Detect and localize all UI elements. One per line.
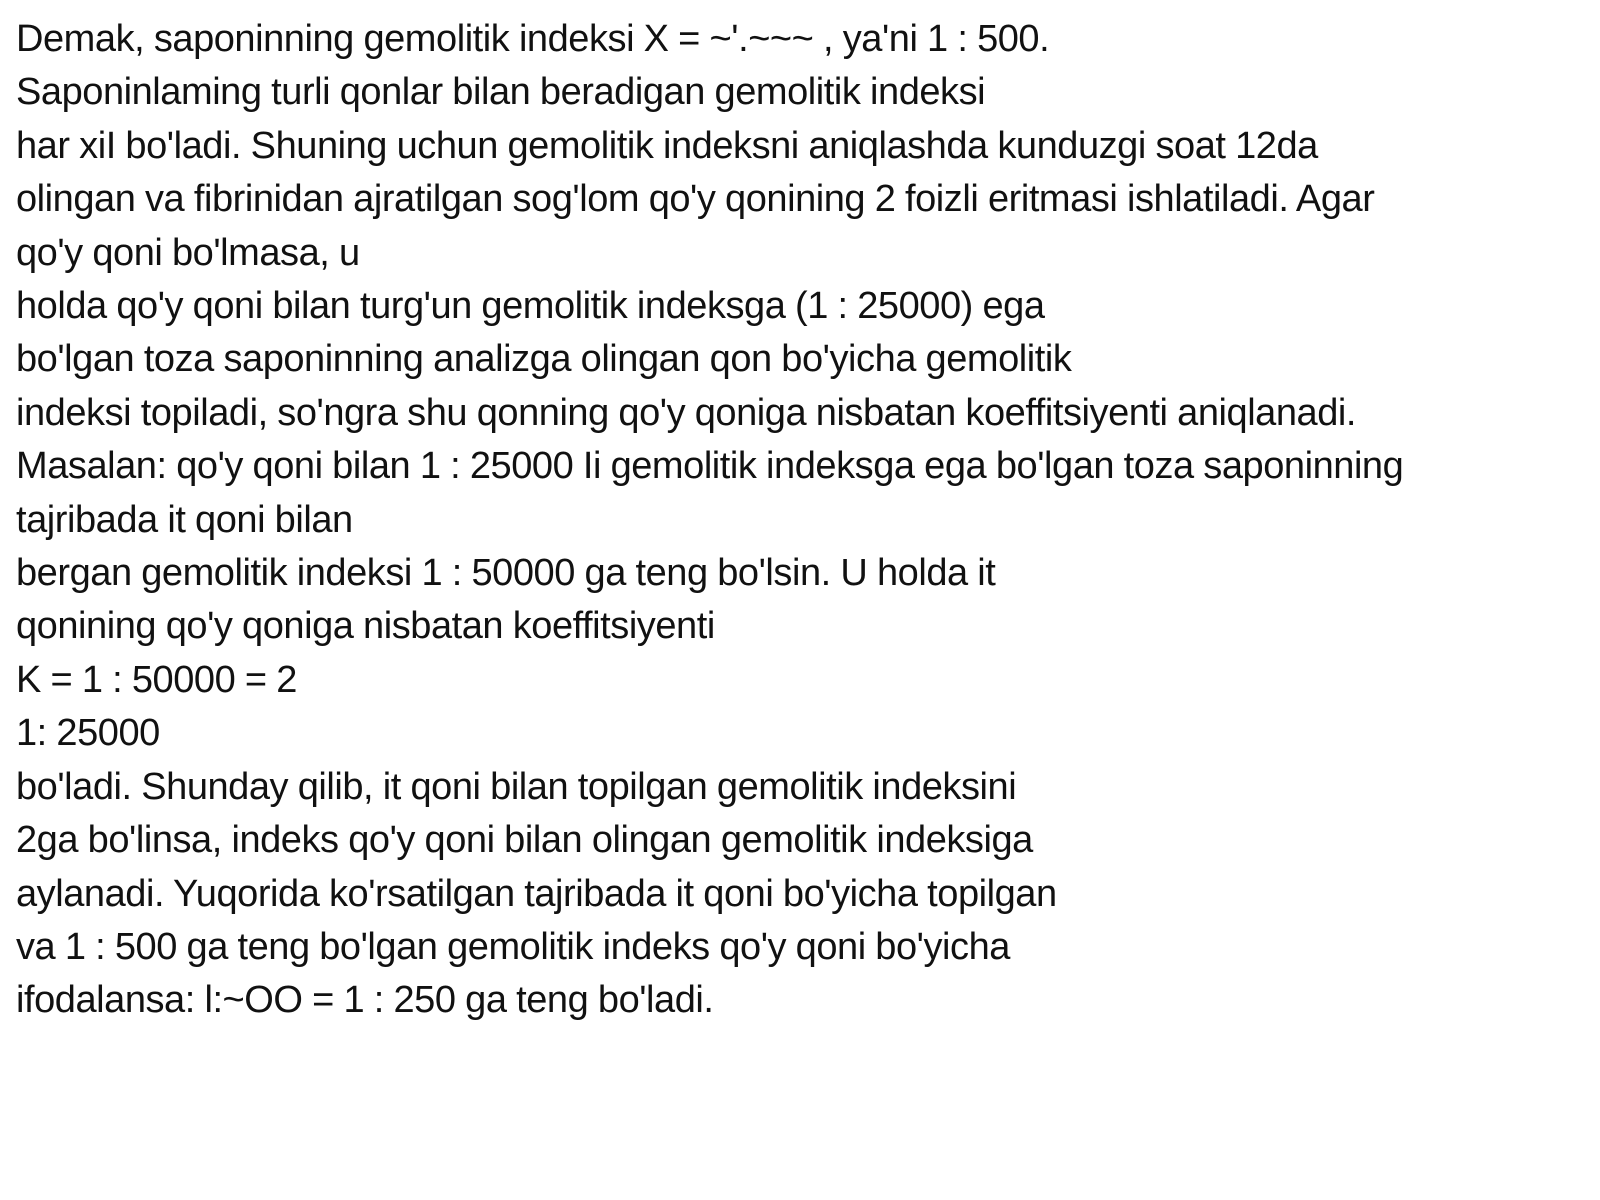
- text-line: Masalan: qo'y qoni bilan 1 : 25000 Ii gemolitik indeksga ega bo'lgan toza saponinning: [16, 445, 1404, 488]
- text-line: Demak, saponinning gemolitik indeksi X = ~'.~~~ , ya'ni 1 : 500.: [16, 18, 1050, 60]
- text-line: qonining qo'y qoniga nisbatan koeffitsiyenti: [16, 605, 715, 648]
- text-line: bo'lgan toza saponinning analizga olingan qon bo'yicha gemolitik: [16, 338, 1072, 381]
- text-line: olingan va fibrinidan ajratilgan sog'lom qo'y qonining 2 foizli eritmasi ishlatiladi. Agar: [16, 178, 1375, 221]
- text-line: aylanadi. Yuqorida ko'rsatilgan tajribada it qoni bo'yicha topilgan: [16, 872, 1057, 915]
- text-line: Saponinlaming turli qonlar bilan beradigan gemolitik indeksi: [16, 71, 986, 114]
- text-line: 2ga bo'linsa, indeks qo'y qoni bilan olingan gemolitik indeksiga: [16, 819, 1033, 862]
- text-line: bo'ladi. Shunday qilib, it qoni bilan topilgan gemolitik indeksini: [16, 765, 1017, 808]
- text-line: har xiI bo'ladi. Shuning uchun gemolitik indeksni aniqlashda kunduzgi soat 12da: [16, 124, 1318, 167]
- formula-line: K = 1 : 50000 = 2: [16, 658, 297, 701]
- document-body: [16, 13, 1586, 1028]
- formula-line: 1: 25000: [16, 712, 160, 755]
- text-line: qo'y qoni bo'lmasa, u: [16, 231, 360, 274]
- text-line: tajribada it qoni bilan: [16, 498, 353, 541]
- text-line: indeksi topiladi, so'ngra shu qonning qo'y qoniga nisbatan koeffitsiyenti aniqlanadi.: [16, 391, 1357, 434]
- text-line: holda qo'y qoni bilan turg'un gemolitik indeksga (1 : 25000) ega: [16, 285, 1045, 328]
- text-line: va 1 : 500 ga teng bo'lgan gemolitik indeks qo'y qoni bo'yicha: [16, 925, 1010, 968]
- text-line: ifodalansa: l:~OO = 1 : 250 ga teng bo'ladi.: [16, 979, 714, 1022]
- text-line: bergan gemolitik indeksi 1 : 50000 ga teng bo'lsin. U holda it: [16, 552, 996, 595]
